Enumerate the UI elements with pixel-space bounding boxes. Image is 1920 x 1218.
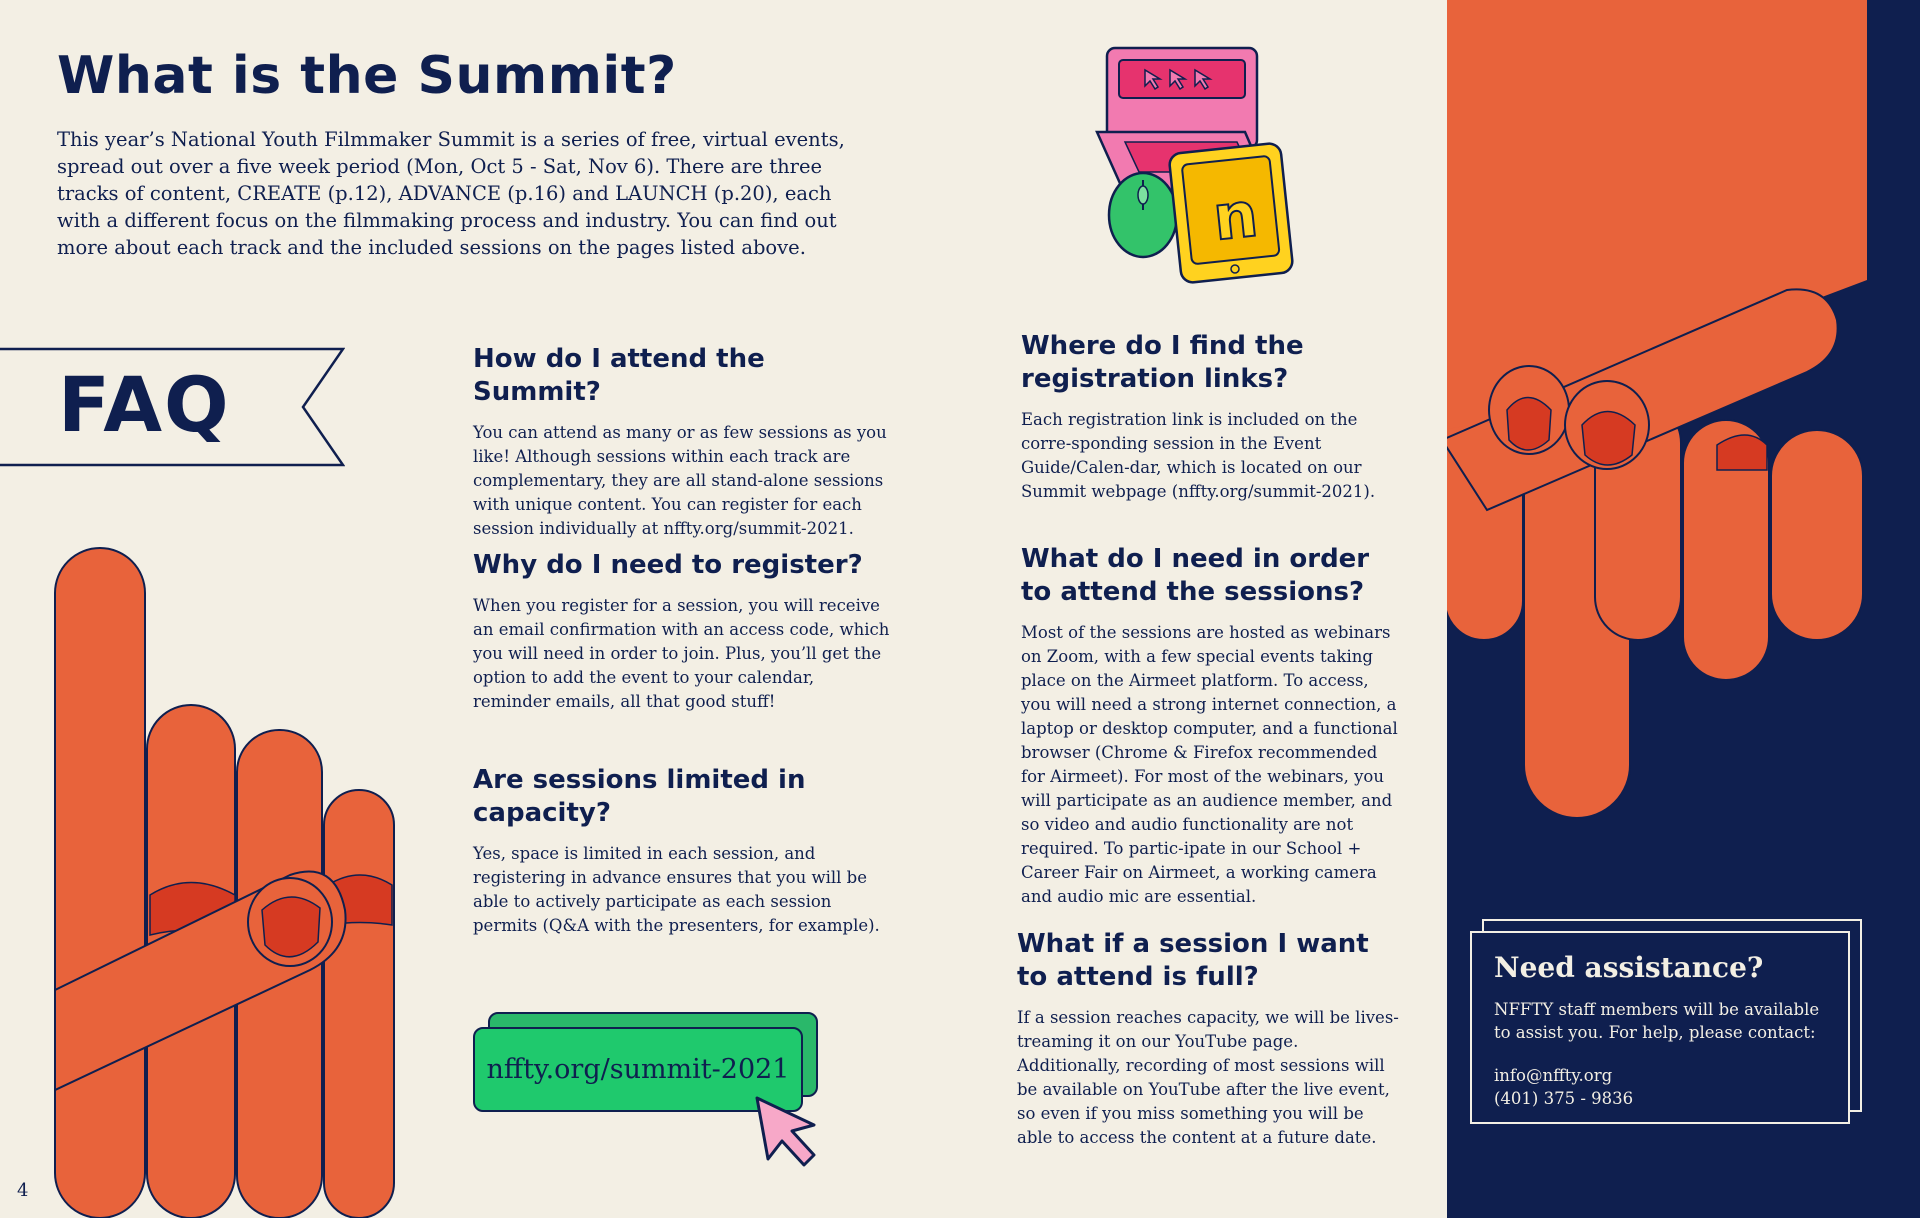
faq-item-capacity bbox=[473, 764, 880, 938]
faq-item-full-session bbox=[1017, 928, 1401, 1150]
faq-question: Where do I find the registration links? bbox=[1021, 331, 1304, 394]
assistance-box bbox=[1470, 931, 1850, 1124]
faq-answer: Each registration link is included on the corre-sponding session in the Event Guide/Calen-dar, which is located on our Summit webpage (nffty.org/summit-2021). bbox=[1021, 410, 1376, 501]
pointer-cursor-icon bbox=[752, 1093, 832, 1173]
assistance-title: Need assistance? bbox=[1494, 951, 1764, 984]
faq-item-requirements bbox=[1021, 543, 1401, 909]
faq-question: How do I attend the Summit? bbox=[473, 344, 765, 407]
pointing-hand-illustration bbox=[0, 530, 420, 1218]
intro-paragraph: This year’s National Youth Filmmaker Summit is a series of free, virtual events, spread out over a five week period (Mon, Oct 5 - Sat, Nov 6). There are three tracks of content, CREATE (p.12), ADVANCE (p.16) and LAUNCH (p.20), each with a different focus on the filmmaking process and industry. You can find out more about each track and the included sessions on the pages listed above. bbox=[57, 128, 845, 259]
page-number: 4 bbox=[17, 1180, 29, 1201]
faq-question: What do I need in order to attend the sessions? bbox=[1021, 544, 1370, 607]
faq-question: Why do I need to register? bbox=[473, 550, 863, 580]
faq-item-attend bbox=[473, 343, 893, 541]
page-title: What is the Summit? bbox=[57, 46, 677, 106]
svg-text:n: n bbox=[1209, 177, 1262, 255]
faq-answer: You can attend as many or as few sessions as you like! Although sessions within each track are complementary, they are all stand-alone sessions with unique content. You can register for each session individually at nffty.org/summit-2021. bbox=[473, 423, 887, 538]
faq-item-registration-links bbox=[1021, 330, 1401, 504]
faq-answer: When you register for a session, you will receive an email confirmation with an access code, which you will need in order to join. Plus, you’ll get the option to add the event to your calendar, reminder emails, all that good stuff! bbox=[473, 596, 890, 711]
faq-question: Are sessions limited in capacity? bbox=[473, 765, 806, 828]
downward-hand-illustration bbox=[1447, 0, 1920, 830]
summit-url-label: nffty.org/summit-2021 bbox=[486, 1054, 790, 1085]
faq-question: What if a session I want to attend is full? bbox=[1017, 929, 1369, 992]
faq-heading: FAQ bbox=[58, 360, 231, 449]
faq-answer: Most of the sessions are hosted as webinars on Zoom, with a few special events taking place on the Airmeet platform. To access, you will need a strong internet connection, a laptop or desktop computer, and a functional browser (Chrome & Firefox recommended for Airmeet). For most of the webinars, you will participate as an audience member, and so video and audio functionality are not required. To partic-ipate in our School + Career Fair on Airmeet, a working camera and audio mic are essential. bbox=[1021, 623, 1398, 906]
laptop-phone-mouse-icon bbox=[1095, 40, 1300, 285]
faq-item-register bbox=[473, 549, 893, 714]
faq-answer: Yes, space is limited in each session, and registering in advance ensures that you will be able to actively participate as each session permits (Q&A with the presenters, for example). bbox=[473, 844, 880, 935]
assistance-phone[interactable]: (401) 375 - 9836 bbox=[1494, 1089, 1634, 1108]
assistance-text: NFFTY staff members will be available to assist you. For help, please contact: bbox=[1494, 1000, 1820, 1042]
assistance-email[interactable]: info@nffty.org bbox=[1494, 1066, 1613, 1085]
faq-answer: If a session reaches capacity, we will be lives-treaming it on our YouTube page. Additionally, recording of most sessions will be available on YouTube after the live event, so even if you miss something you will be able to access the content at a future date. bbox=[1017, 1008, 1399, 1147]
